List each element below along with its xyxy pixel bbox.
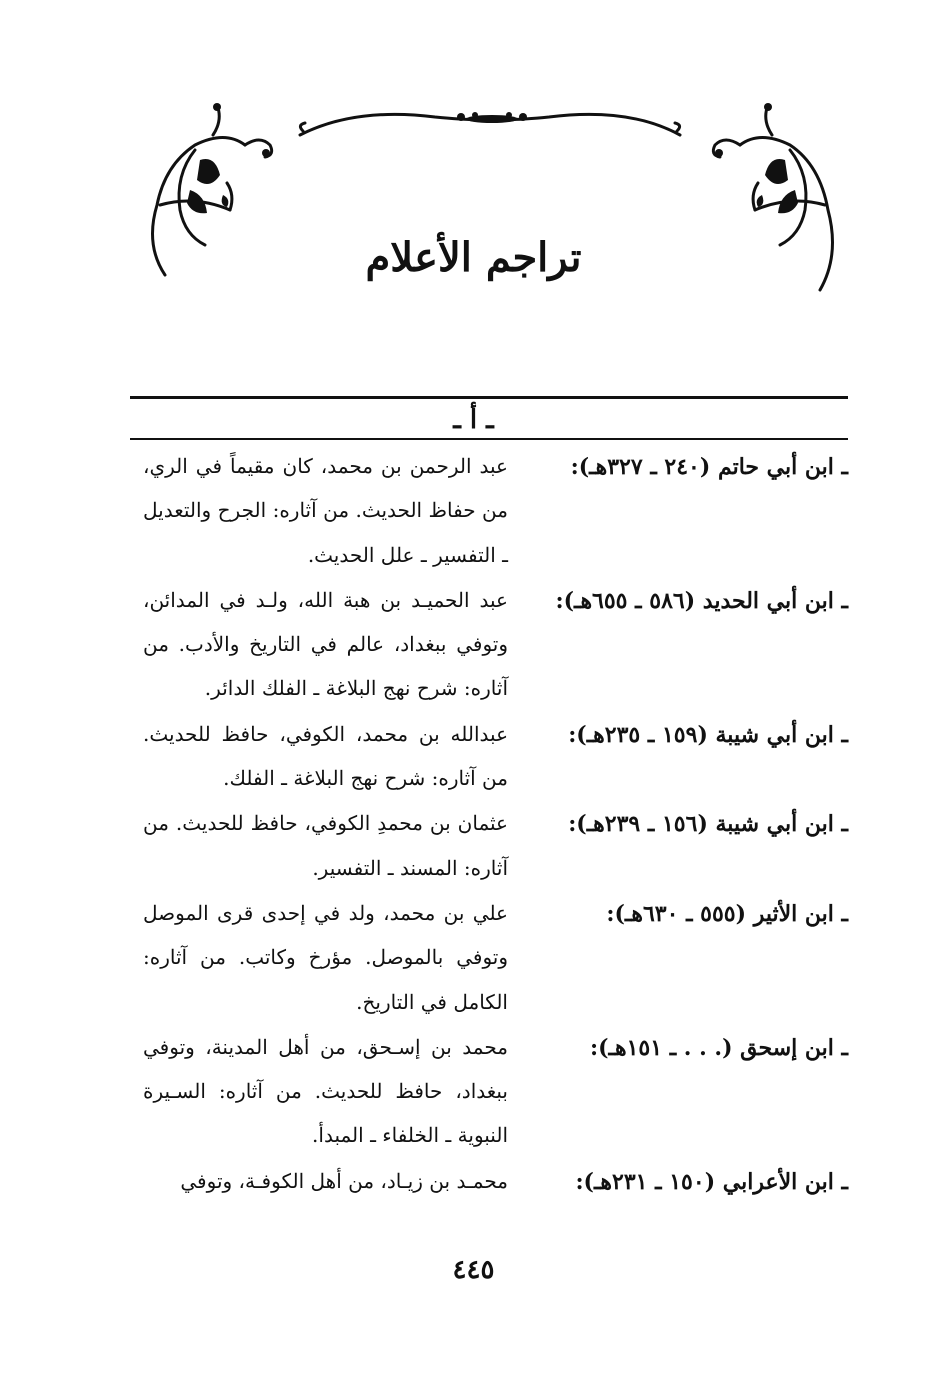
entry-description: محمد بن إسـحق، من أهل المدينة، وتوفي ببغداد، حافظ للحديث. من آثاره: السـيرة النبوية ـ الخلفاء ـ المبدأ. bbox=[143, 1034, 508, 1148]
entry-description: عبد الحميـد بن هبة الله، ولـد في المدائن، وتوفي ببغداد، عالم في التاريخ والأدب. من آثاره: شرح نهج البلاغة ـ الفلك الدائر. bbox=[143, 587, 508, 701]
biography-list bbox=[130, 444, 848, 1205]
entry-description: عبد الرحمن بن محمد، كان مقيماً في الري، من حفاظ الحديث. من آثاره: الجرح والتعديل ـ التفسير ـ علل الحديث. bbox=[143, 454, 508, 567]
entry-name: ـ ابن إسحق (. . . ـ ١٥١هـ): bbox=[590, 1034, 848, 1061]
biography-entry bbox=[130, 891, 848, 1024]
entry-name: ـ ابن أبي الحديد (٥٨٦ ـ ٦٥٥هـ): bbox=[555, 587, 848, 614]
entry-description: عثمان بن محمدِ الكوفي، حافظ للحديث. من آثاره: المسند ـ التفسير. bbox=[143, 811, 508, 880]
biography-entry bbox=[130, 1025, 848, 1158]
page-title: تراجم الأعلام bbox=[365, 234, 582, 281]
section-rule-top bbox=[130, 396, 848, 399]
entry-name: ـ ابن الأثير (٥٥٥ ـ ٦٣٠هـ): bbox=[606, 900, 848, 927]
page-number: ٤٤٥ bbox=[452, 1255, 495, 1285]
entry-description: علي بن محمد، ولد في إحدى قرى الموصل وتوفي بالموصل. مؤرخ وكاتب. من آثاره: الكامل في التاريخ. bbox=[143, 900, 508, 1014]
section-rule-bottom bbox=[130, 438, 848, 440]
biography-entry bbox=[130, 444, 848, 577]
entry-name: ـ ابن أبي شيبة (١٥٩ ـ ٢٣٥هـ): bbox=[568, 721, 848, 748]
entry-name: ـ ابن أبي شيبة (١٥٦ ـ ٢٣٩هـ): bbox=[568, 811, 848, 838]
biography-entry bbox=[130, 578, 848, 711]
section-letter: ـ أ ـ bbox=[453, 405, 494, 435]
entry-name: ـ ابن الأعرابي (١٥٠ ـ ٢٣١هـ): bbox=[575, 1168, 848, 1195]
entry-description: عبدالله بن محمد، الكوفي، حافظ للحديث. من آثاره: شرح نهج البلاغة ـ الفلك. bbox=[143, 721, 508, 791]
biography-entry bbox=[130, 712, 848, 801]
biography-entry bbox=[130, 1159, 848, 1204]
entry-name: ـ ابن أبي حاتم (٢٤٠ ـ ٣٢٧هـ): bbox=[570, 454, 848, 480]
entry-description: محمـد بن زيـاد، من أهل الكوفـة، وتوفي bbox=[180, 1168, 508, 1193]
biography-entry bbox=[130, 801, 848, 890]
